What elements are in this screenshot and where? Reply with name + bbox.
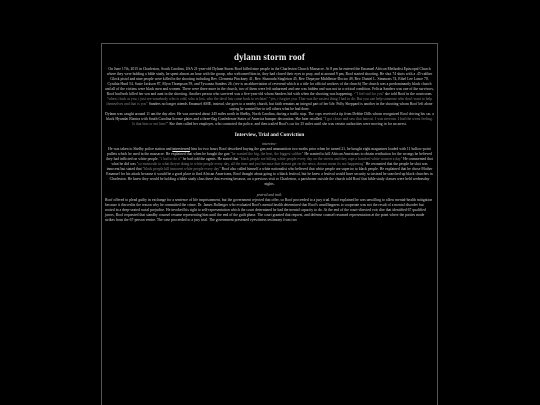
page-title: dylann storm roof (233, 52, 306, 62)
interview-paragraph (105, 147, 434, 187)
intro-text: she told Roof in the courtroom. (383, 92, 433, 96)
intro-text: Sanders no longer attends Emanuel AME, instead, she goes to a nearby church, but faith remains an integral part of her life. Polly Sheppard is another in the shooting whom Roof left alone saying he wanted her to tell others what he had done. (147, 102, 433, 111)
intro-text: On June 17th, 2015 in Charleston, South Carolina, USA 21-year-old Dylann Storm Roof killed nine people in the Charleston Church Massacre. At 8 pm he entered the Emanuel African Methodist Episcopal Church where they were holding a bible study, he spent almost an hour with the group, who welcomed him in, they had closed their eyes to pray, and at around 9 pm, Roof started shooting. He shot 74 shots with a .45-caliber Glock pistol and nine people were killed in the shooting including Rev. Clementa Pinckney 41, Rev. Sharonda Singleton 45, Rev. Depayne Middleton-Doctor 49, Rev. Daniel L. Simmons 74, Ethel Lee Lance 70, Cynthia Hurd 54, Susie Jackson 87, Myra Thompson 59, and Tywanza Sanders 26. (rev is an abbreviation of reverend which is a title for official workers of the church) The church was a predominantly black church and all of the victims were black men and women. There were three more in the church, two of them were left unharmed and one was hidden and was not in a critical condition. Felicia Sanders was one of the survivors, Roof had both killed her son and aunt in the shooting. Another person who survived was a five-year-old whom Sanders hid with when the shooting was happening. - (105, 67, 434, 96)
interview-text: him for two hours Roof described buying the gun and ammunition two moths prior when he turned 21, he bought eight magazines loaded with 11 hollow-point pullets which he used in the massacre. He explained that when he bought the gun (107, 147, 431, 156)
arrest-paragraph (105, 112, 434, 127)
section-heading: Interview, Trial and Conviction (234, 132, 305, 138)
quote: "black people are killing white people every day on the streets and they rape a hundred white women a day" (239, 157, 403, 161)
quote: "I got closer and saw that haircut. I was nervous. I had the worst feeling. Is that him or not him?" (132, 117, 433, 126)
arrest-text: She then called her employer, who contacted the police, and then trailed Roof's car for 25 miles until she was certain authorities were moving in for an arrest. (168, 122, 407, 126)
interview-text: He wanted to kill African Americans to obtain retribution for the wrongs he believed they had inflicted on white people. (106, 152, 432, 161)
trial-paragraph: Roof offered to plead guilty in exchange for a sentence of life imprisonment, but the government rejected that offer, so Roof proceeded to a jury trial. Roof explained he was unwilling to allow mental-health mitigation because it discredits the reason why he committed the crime. Dr. James Ballenger who evaluated Roof's mental health determined that Roof's unwillingness to cooperate was not the result of a mental disorder but rooted in a deep-seated racial prejudice. He invoked his right to self-representation which the court determined he had the mental capacity to do. At the end of the court-directed voir dire that identified 67 qualified jurors, Roof requested that standby counsel resume representing him until the end of the guilt phase. The court granted that request, and defense counsel resumed representation at the point where the parties made strikes from the 67-person venire. The case proceeded to a jury trial. The government presented eyewitness testimony from two (105, 198, 433, 222)
interview-text: He was taken to Shelby police station and (108, 147, 173, 151)
interview-text: He commented that what he did was (111, 157, 433, 166)
section-subheading: interview: (262, 142, 277, 146)
interview-text: he had told the agents. He stated that (181, 157, 240, 161)
quote: "when i look at you, i just see somebody who is cold, who is lost, who the devil has come back to reclaim" "yes, i forgive you. That was the easiest thing I had to do. But you can help someone who don't want to help themselves and that is you" (106, 97, 433, 106)
quote: "i had to do it" (159, 157, 182, 161)
section-subheading: pretrail and trail: (256, 193, 283, 197)
intro-paragraph (105, 67, 434, 112)
interview-text: He recounted that the people he shot was innocent but stated that (106, 162, 428, 171)
arrest-text: Dylann was caught around 11 am the day after. He was arrested about 245 miles north in Shelby, North Carolina, during a traffic stop. The cops received a tip from Debbie Dills whom recognized Roof driving his car, a black Hyundai Elantra with South Carolina license plates and a three-flag Confederate States of America bumper decoration. She later recalled, (105, 112, 434, 121)
quote: "he wanted the big, the best, the biggest caliber" (230, 152, 304, 156)
quote: "so miniscule to what theyre doing to white people every day, all the time and just because that doesnt get on the news, doesnt mean its not happening" (136, 162, 365, 166)
document-page (101, 43, 438, 405)
interview-text: Roof also called himself a white nationalist who believed that white people are superior to black people. He explained that he chose Mother Emanuel for his attack because it would be a good place to find African Americans, Roof thought about going to a black festival, but he knew a festival would have security so instead he searched up black churches in Charleston. He knew they would be holding a bible study class there that evening because, on a previous visit to Charleston, a parishoner outside the church told Roof that bible study classes were held wednesday nights. (106, 167, 433, 186)
quote: "I feel sad for you" (355, 92, 384, 96)
interviewed-link[interactable]: interviewed (172, 147, 191, 151)
quote: "black people kill innocent white people every day" (142, 167, 221, 171)
